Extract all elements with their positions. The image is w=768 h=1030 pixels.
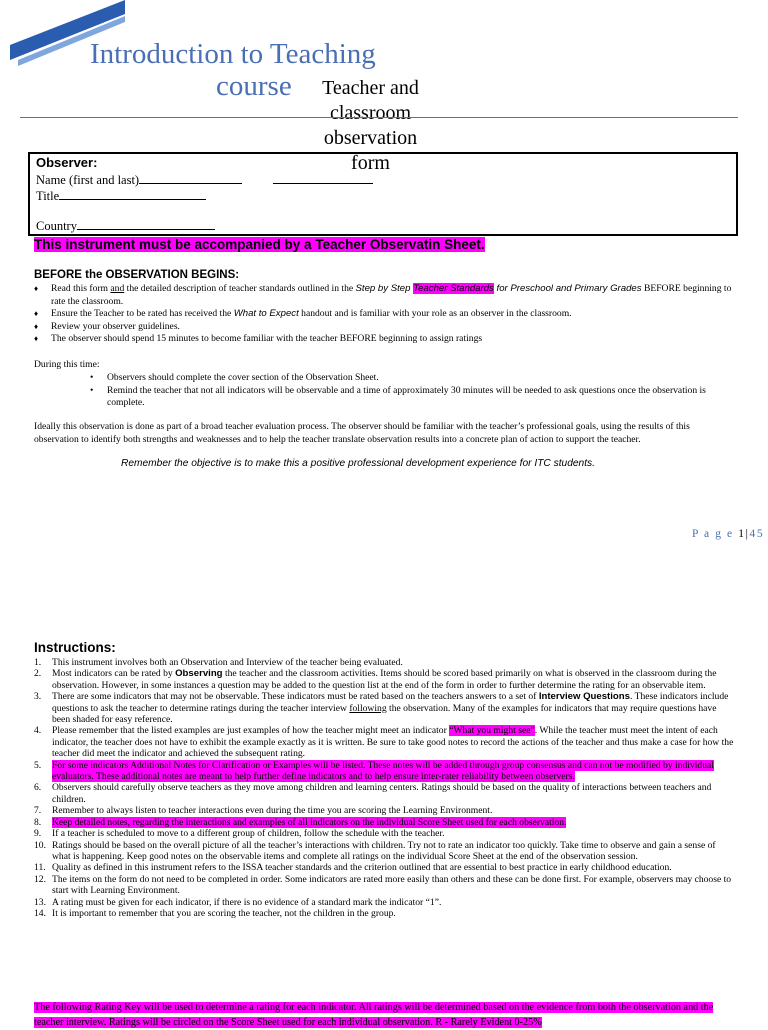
name-blank bbox=[139, 172, 242, 184]
title-line-2: course bbox=[216, 70, 292, 103]
list-item: 11. Quality as defined in this instrument refers to the ISSA teacher standards and the criterion outlined that are essential to best practice in early childhood education. bbox=[34, 862, 672, 874]
document-subtitle: Teacher and classroom observation form bbox=[322, 77, 419, 174]
list-item: 3. There are some indicators that may not be observable. These indicators must be rated based on the teachers answers to a set of Interview Questions. These indicators include questions to ask the teacher to determine ratings during the teacher interview following the observation. Many of the examples for indicators that may require questions have been shaded for easy reference. bbox=[34, 691, 729, 726]
instructions-heading: Instructions: bbox=[34, 640, 116, 655]
country-line bbox=[36, 218, 215, 234]
title-label: Title bbox=[36, 189, 60, 203]
page-number: P a g e 1|45 bbox=[692, 528, 765, 540]
during-label: During this time: bbox=[34, 359, 100, 370]
name-line bbox=[36, 172, 373, 188]
during-list bbox=[90, 372, 730, 410]
list-item: 1. This instrument involves both an Observation and Interview of the teacher being evaluated. bbox=[34, 657, 403, 668]
notice-part-2: must be accompanied by a Teacher Observatin Sheet. bbox=[135, 237, 485, 252]
observer-heading: Observer: bbox=[36, 155, 98, 170]
list-item: 13. A rating must be given for each indicator, if there is no evidence of a standard mark the indicator “1”. bbox=[34, 896, 442, 908]
observer-box bbox=[28, 152, 738, 236]
list-item: 12. The items on the form do not need to be completed in order. Some indicators are rated more easily than others and these can be done first. For example, observers may choose to start with Learning Environment. bbox=[34, 873, 732, 897]
notice-banner bbox=[34, 237, 485, 252]
before-list bbox=[34, 283, 734, 346]
list-item: 2. Most indicators can be rated by Observing the teacher and the classroom activities. Items should be scored based primarily on what is observed in the classroom during the observation. However, in some instances a question may be added to the question list at the end of the form in order to further determine the rating for an observable item. bbox=[34, 668, 717, 691]
notice-part-1: This instrument bbox=[34, 237, 136, 252]
title-line bbox=[36, 188, 206, 204]
header-rule bbox=[20, 117, 738, 118]
list-item: 5. For some indicators Additional Notes for Clarification or Examples will be listed. These notes will be added through group consensus and can not be modified by individual evaluators. These additional notes are meant to help further define indicators and to help ensure inter-rater reliability between observers. bbox=[34, 759, 714, 783]
before-item-4: ♦ The observer should spend 15 minutes to become familiar with the teacher BEFORE beginning to assign ratings bbox=[34, 333, 734, 346]
country-label: Country bbox=[36, 219, 77, 233]
country-blank bbox=[77, 218, 215, 230]
during-item-1: • Observers should complete the cover section of the Observation Sheet. bbox=[90, 372, 730, 385]
rating-key-paragraph: The following Rating Key will be used to determine a rating for each indicator. All ratings will be determined based on the evidence from both the observation and the teacher interview. Ratings will be circled on the Score Sheet used for each individual observation. R - Rarely Evident 0-25% bbox=[34, 1002, 714, 1028]
list-item: 9. If a teacher is scheduled to move to a different group of children, follow the schedule with the teacher. bbox=[34, 828, 445, 840]
list-item: 6. Observers should carefully observe teachers as they move among children and learning centers. Ratings should be based on the quality of interactions between teachers and children. bbox=[34, 782, 712, 805]
list-item: 4. Please remember that the listed examples are just examples of how the teacher might meet an indicator “What you might see”. While the teacher must meet the intent of each indicator, the teacher does not have to exhibit the example exactly as it is written. Be sure to take good notes to record the actions of the teacher and thus make a case for how the teacher did meet the indicator and achieved the subsequent rating. bbox=[34, 725, 734, 760]
title-line-1: Introduction to Teaching bbox=[90, 38, 376, 70]
name-label: Name (first and last) bbox=[36, 173, 140, 187]
before-item-1: ♦ Read this form and the detailed description of teacher standards outlined in the Step by Step Teacher Standards for Preschool and Primary Grades BEFORE beginning to rate the classroom. bbox=[34, 283, 734, 308]
name-blank-2 bbox=[273, 172, 373, 184]
list-item: 14. It is important to remember that you are scoring the teacher, not the children in the group. bbox=[34, 907, 396, 919]
before-item-3: ♦ Review your observer guidelines. bbox=[34, 321, 734, 334]
before-item-2: ♦ Ensure the Teacher to be rated has received the What to Expect handout and is familiar with your role as an observer in the classroom. bbox=[34, 308, 734, 321]
list-item: 10. Ratings should be based on the overall picture of all the teacher’s interactions with children. Try not to rate an indicator too quickly. Take time to observe and gain a sense of what is happening. Keep good notes on the observable items and complete all ratings on the individual Score Sheet at the end of the observation session. bbox=[34, 839, 716, 862]
during-item-2: • Remind the teacher that not all indicators will be observable and a time of approximately 30 minutes will be needed to ask questions once the observation is complete. bbox=[90, 385, 730, 410]
before-heading: BEFORE the OBSERVATION BEGINS: bbox=[34, 269, 240, 281]
title-blank bbox=[59, 188, 206, 200]
ideal-paragraph: Ideally this observation is done as part of a broad teacher evaluation process. The observer should be familiar with the teacher’s professional goals, using the results of this observation to identify both strengths and weaknesses and to help the teacher translate observation results into a concrete plan of action to support the teacher. bbox=[34, 421, 690, 445]
list-item: 7. Remember to always listen to teacher interactions even during the time you are scoring the Learning Environment. bbox=[34, 805, 493, 817]
list-item: 8. Keep detailed notes, regarding the interactions and examples of all indicators on the individual Score Sheet used for each observation. bbox=[34, 816, 567, 828]
instructions-list bbox=[34, 657, 734, 919]
remember-note: Remember the objective is to make this a positive professional development experience for ITC students. bbox=[121, 458, 595, 469]
